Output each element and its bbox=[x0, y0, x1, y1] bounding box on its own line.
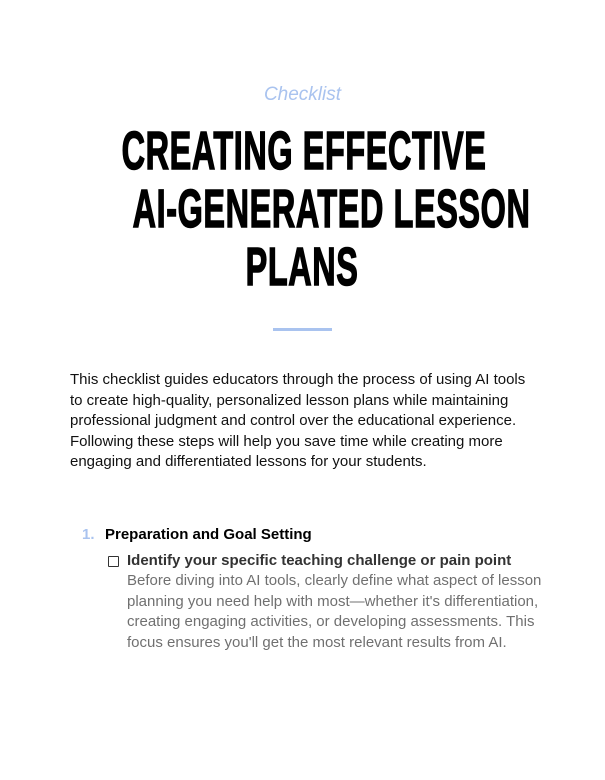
title-text: AI-GENERATED LESSON bbox=[132, 179, 531, 239]
item-description: Before diving into AI tools, clearly define what aspect of lesson planning you need help with most—whether it's differentiation, creating engaging activities, or developing assessments. This focus ensures you'll get the most relevant results from AI. bbox=[127, 572, 542, 651]
title-line-3 bbox=[0, 238, 605, 296]
document-kicker: Checklist bbox=[263, 84, 342, 105]
section-heading bbox=[82, 525, 552, 545]
item-title: Identify your specific teaching challenge or pain point bbox=[127, 552, 512, 569]
title-divider bbox=[273, 328, 332, 331]
checklist-item bbox=[82, 551, 552, 653]
intro-paragraph: This checklist guides educators through the process of using AI tools to create high-quality, personalized lesson plans while maintaining professional judgment and control over the educational experience. Following these steps will help you save time while creating more engaging and differentiated lessons for your students. bbox=[70, 371, 526, 470]
checkbox[interactable] bbox=[108, 556, 119, 567]
title-line-2 bbox=[0, 180, 605, 238]
section-title: Preparation and Goal Setting bbox=[105, 526, 312, 543]
checklist-section bbox=[82, 525, 552, 653]
title-text: PLANS bbox=[246, 237, 359, 297]
section-number: 1. bbox=[82, 526, 95, 543]
document-title bbox=[0, 122, 605, 296]
title-text: CREATING EFFECTIVE bbox=[121, 121, 487, 181]
title-line-1 bbox=[0, 122, 605, 180]
